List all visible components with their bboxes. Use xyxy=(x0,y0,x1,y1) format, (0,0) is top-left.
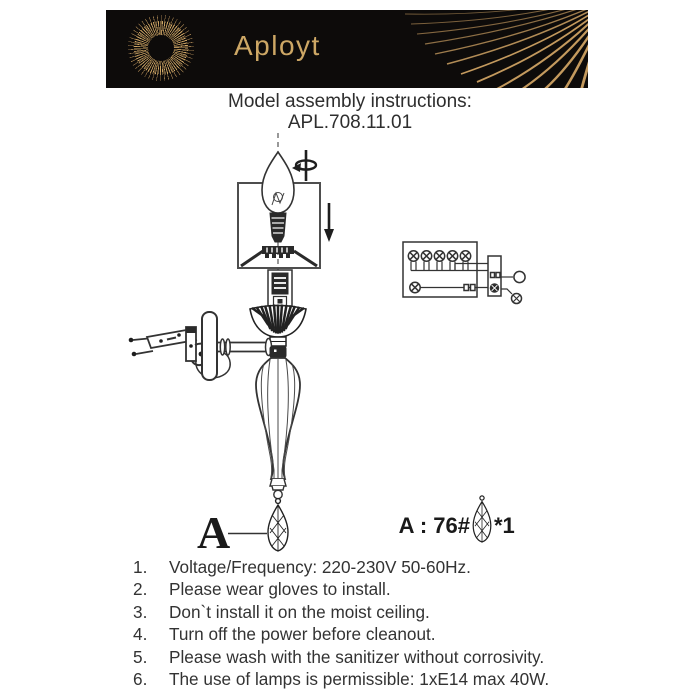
instruction-text: Voltage/Frequency: 220-230V 50-60Hz. xyxy=(169,557,471,577)
rays-decoration-icon xyxy=(403,10,588,88)
part-note-text: A : 76# xyxy=(398,513,470,538)
connector-square xyxy=(464,285,469,291)
sunburst-center-disc xyxy=(149,36,173,60)
wall-plate xyxy=(202,312,217,380)
glass-foot xyxy=(270,479,286,499)
bobeche-cup xyxy=(250,305,306,347)
rotation-icon xyxy=(292,150,316,181)
down-arrow-icon xyxy=(324,203,334,242)
instruction-item xyxy=(133,668,673,690)
crystal-drop-icon xyxy=(473,496,491,542)
part-note xyxy=(399,496,515,542)
connector-square xyxy=(471,285,476,291)
quantity-text: *1 xyxy=(494,513,515,538)
instruction-item xyxy=(133,556,673,578)
terminal-block xyxy=(488,256,501,296)
lamp-symbols-row xyxy=(408,251,470,261)
brand-banner xyxy=(106,10,588,88)
brand-wordmark: Aployt xyxy=(234,30,321,61)
instruction-item xyxy=(133,578,673,600)
lamp-socket xyxy=(268,270,292,306)
part-label: A xyxy=(197,507,231,558)
assembly-diagram xyxy=(100,128,560,560)
page-title: Model assembly instructions: xyxy=(228,91,472,112)
instruction-text: The use of lamps is permissible: 1xE14 max 40W. xyxy=(169,669,550,690)
candle-bulb xyxy=(262,152,294,242)
instruction-item xyxy=(133,623,673,645)
output-circle xyxy=(514,271,525,282)
model-number: APL.708.11.01 xyxy=(287,112,413,133)
instruction-text: Please wash with the sanitizer without corrosivity. xyxy=(169,646,545,667)
instructions-list xyxy=(133,556,673,690)
instruction-text: Please wear gloves to install. xyxy=(169,579,391,600)
instruction-text: Turn off the power before cleanout. xyxy=(169,624,436,645)
title-block xyxy=(0,92,700,133)
shade-fitting xyxy=(262,246,294,258)
sunburst-logo-icon xyxy=(128,15,194,81)
crystal-drop xyxy=(268,499,288,551)
instruction-item xyxy=(133,646,673,668)
instruction-text: Don`t install it on the moist ceiling. xyxy=(169,601,430,622)
arm-joint xyxy=(270,346,287,358)
wiring-diagram xyxy=(403,242,525,304)
glass-body xyxy=(256,358,300,499)
wall-mount-bracket xyxy=(129,312,230,380)
instruction-item xyxy=(133,601,673,623)
